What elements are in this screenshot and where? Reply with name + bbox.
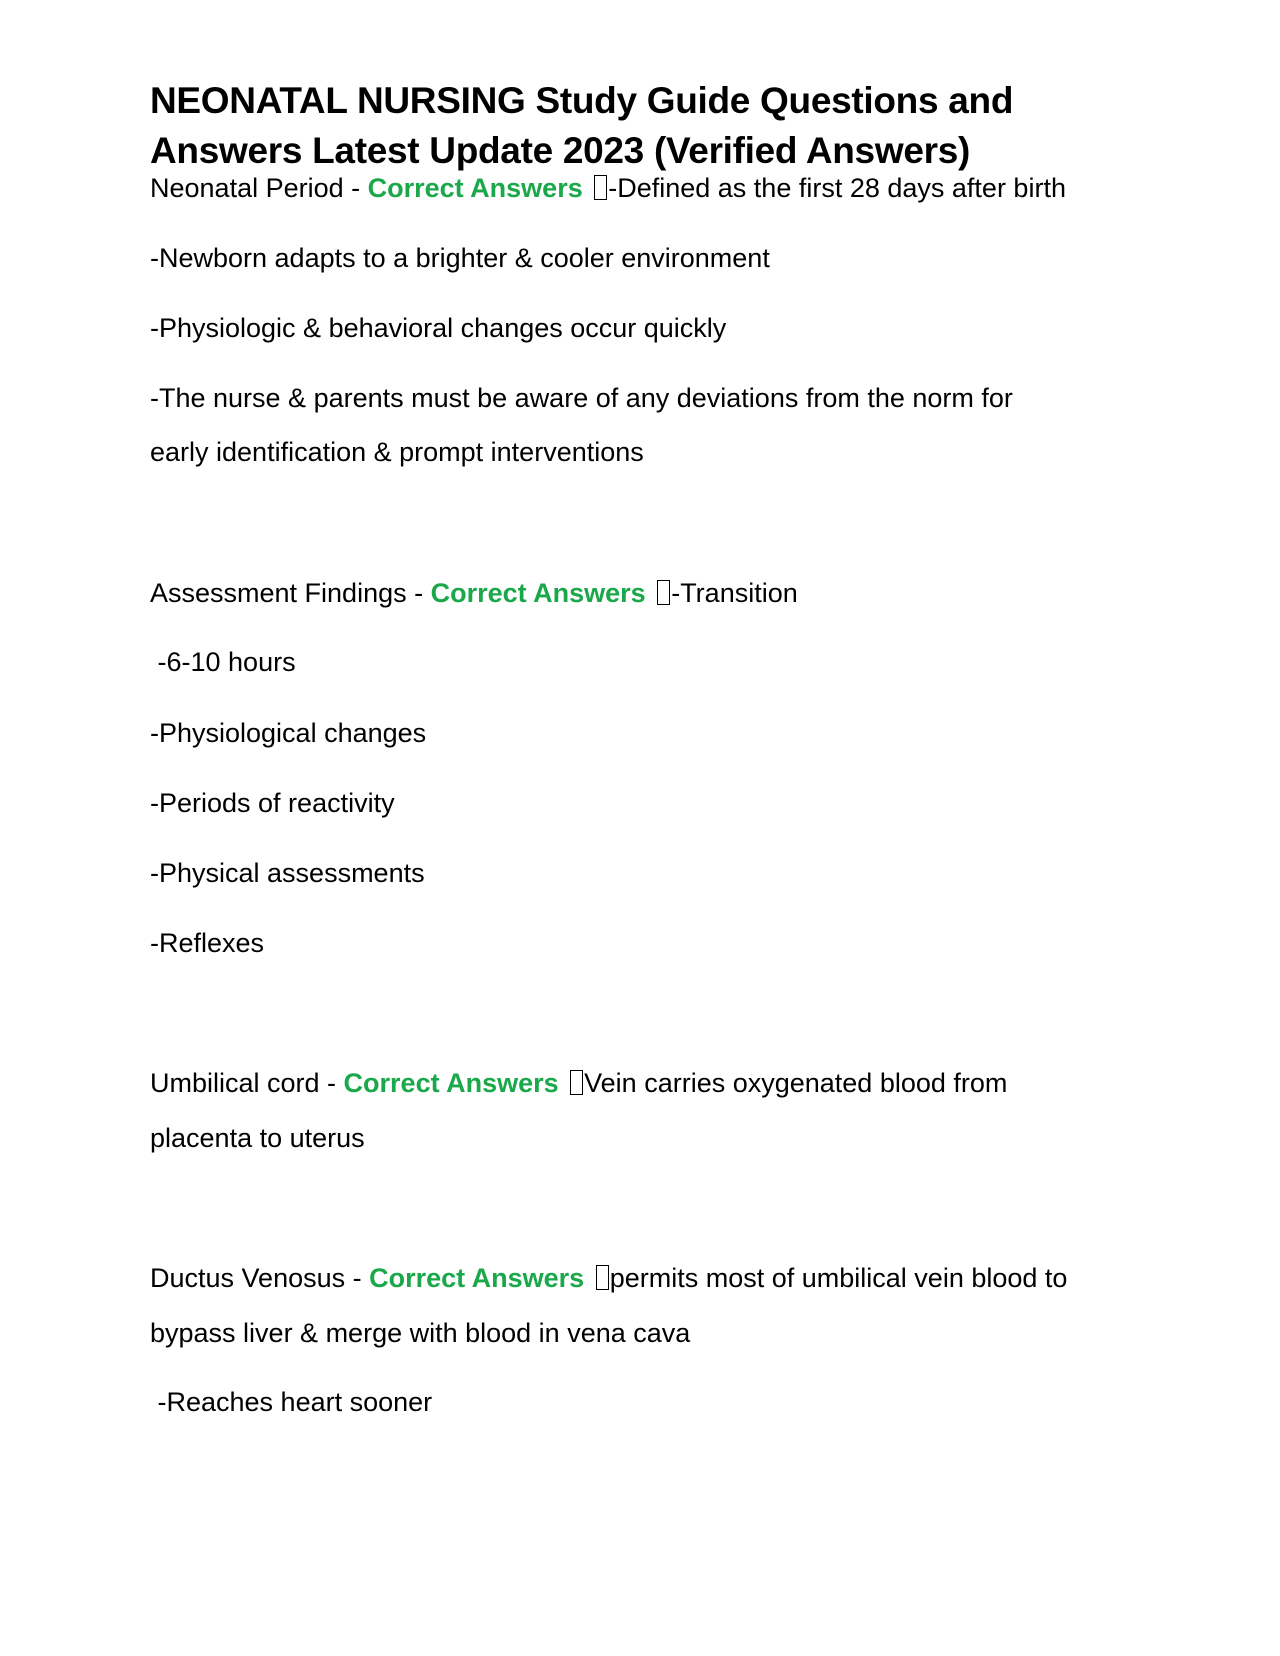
answer-line: -The nurse & parents must be aware of any deviations from the norm for <box>150 383 1013 413</box>
answer-line: -Reflexes <box>150 928 265 958</box>
document-title: NEONATAL NURSING Study Guide Questions and Answers Latest Update 2023 (Verified Answers) <box>150 80 1014 171</box>
answer-line: -Physiologic & behavioral changes occur quickly <box>150 313 727 343</box>
question-line-neonatal-period <box>150 171 1066 205</box>
separator: - <box>319 1068 344 1098</box>
question-term: Neonatal Period <box>150 173 344 203</box>
correct-answers-label: Correct Answers <box>369 1263 585 1293</box>
answer-line: -Physiological changes <box>150 718 427 748</box>
answer-line: -Newborn adapts to a brighter & cooler environment <box>150 243 770 273</box>
question-line-assessment-findings <box>150 576 798 610</box>
correct-answers-label: Correct Answers <box>430 578 646 608</box>
answer-line: -6-10 hours <box>150 647 296 677</box>
question-term: Assessment Findings <box>150 578 407 608</box>
answer-line: -Reaches heart sooner <box>150 1387 433 1417</box>
answer-line: bypass liver & merge with blood in vena cava <box>150 1318 691 1348</box>
answer-line: -Periods of reactivity <box>150 788 395 818</box>
answer-line: early identification & prompt interventions <box>150 437 644 467</box>
missing-glyph-icon <box>657 580 670 605</box>
question-line-ductus-venosus <box>150 1261 1067 1295</box>
separator: - <box>343 173 368 203</box>
question-term: Umbilical cord <box>150 1068 320 1098</box>
separator: - <box>406 578 431 608</box>
separator: - <box>345 1263 370 1293</box>
missing-glyph-icon <box>570 1070 583 1095</box>
answer-text: -Transition <box>671 578 798 608</box>
correct-answers-label: Correct Answers <box>367 173 583 203</box>
correct-answers-label: Correct Answers <box>343 1068 559 1098</box>
answer-text: -Defined as the first 28 days after birth <box>608 173 1066 203</box>
answer-text: permits most of umbilical vein blood to <box>609 1263 1068 1293</box>
missing-glyph-icon <box>596 1265 609 1290</box>
answer-text: Vein carries oxygenated blood from <box>584 1068 1008 1098</box>
question-term: Ductus Venosus <box>150 1263 346 1293</box>
question-line-umbilical-cord <box>150 1066 1007 1100</box>
missing-glyph-icon <box>594 175 607 200</box>
answer-line: -Physical assessments <box>150 858 425 888</box>
answer-line: placenta to uterus <box>150 1123 365 1153</box>
